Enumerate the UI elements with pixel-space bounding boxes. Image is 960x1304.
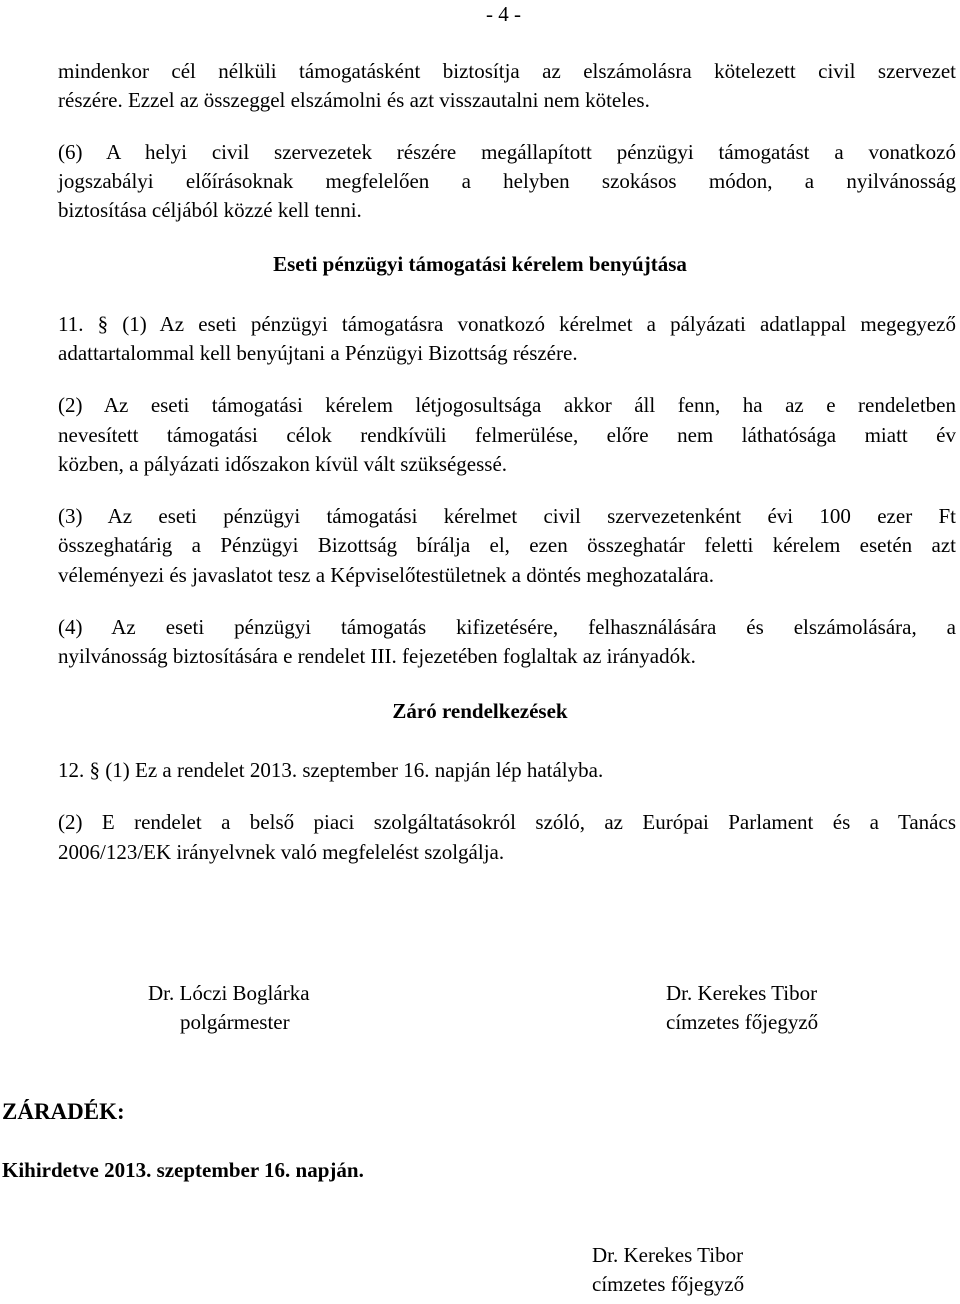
text-line: adattartalommal kell benyújtani a Pénzügyi Bizottság részére.: [58, 341, 578, 365]
clause-heading: ZÁRADÉK:: [2, 1099, 125, 1124]
text-line: véleményezi és javaslatot tesz a Képviselőtestületnek a döntés meghozatalára.: [58, 563, 714, 587]
signatory-name: Dr. Lóczi Boglárka: [148, 981, 310, 1005]
text-line: részére. Ezzel az összeggel elszámolni és azt visszautalni nem köteles.: [58, 88, 650, 112]
signatory-title: címzetes főjegyző: [666, 1010, 819, 1034]
signatory-name: Dr. Kerekes Tibor: [592, 1243, 744, 1267]
text-line: mindenkor cél nélküli támogatásként biztosítja az elszámolásra kötelezett civil szervezet: [58, 59, 956, 83]
text-line: (3) Az eseti pénzügyi támogatási kérelmet civil szervezetenként évi 100 ezer Ft: [58, 504, 956, 528]
page-number: - 4 -: [486, 2, 521, 26]
text-line: nevesített támogatási célok rendkívüli felmerülése, előre nem láthatósága miatt év: [58, 423, 956, 447]
text-line: jogszabályi előírásoknak megfelelően a helyben szokásos módon, a nyilvánosság: [58, 169, 956, 193]
text-line: 11. § (1) Az eseti pénzügyi támogatásra vonatkozó kérelmet a pályázati adatlappal megegyező: [58, 312, 956, 336]
text-line: 2006/123/EK irányelvnek való megfelelést szolgálja.: [58, 840, 505, 864]
text-line: (2) E rendelet a belső piaci szolgáltatásokról szóló, az Európai Parlament és a Tanács: [58, 810, 956, 834]
text-line: (4) Az eseti pénzügyi támogatás kifizetésére, felhasználására és elszámolására, a: [58, 615, 956, 639]
signatory-title: címzetes főjegyző: [592, 1272, 745, 1296]
section-12-paragraph-1: 12. § (1) Ez a rendelet 2013. szeptember 16. napján lép hatályba.: [58, 758, 604, 782]
text-line: biztosítása céljából közzé kell tenni.: [58, 198, 362, 222]
text-line: összeghatárig a Pénzügyi Bizottság bírálja el, ezen összeghatár feletti kérelem esetén azt: [58, 533, 956, 557]
text-line: (2) Az eseti támogatási kérelem létjogosultsága akkor áll fenn, ha az e rendeletben: [58, 393, 956, 417]
text-line: nyilvánosság biztosítására e rendelet III. fejezetében foglaltak az irányadók.: [58, 644, 696, 668]
signatory-name: Dr. Kerekes Tibor: [666, 981, 818, 1005]
section-heading: Eseti pénzügyi támogatási kérelem benyújtása: [273, 252, 687, 276]
signatory-title: polgármester: [180, 1010, 290, 1034]
promulgation-note: Kihirdetve 2013. szeptember 16. napján.: [2, 1158, 364, 1182]
text-line: közben, a pályázati időszakon kívül vált szükségessé.: [58, 452, 508, 476]
section-heading: Záró rendelkezések: [392, 699, 568, 723]
text-line: (6) A helyi civil szervezetek részére megállapított pénzügyi támogatást a vonatkozó: [58, 140, 956, 164]
